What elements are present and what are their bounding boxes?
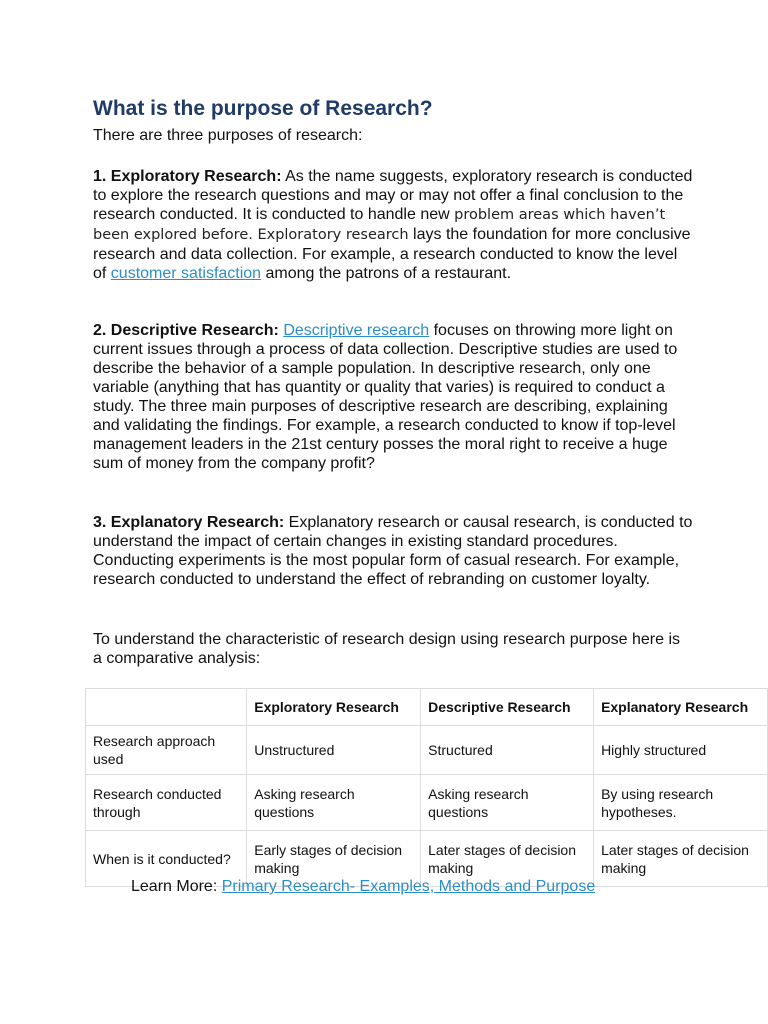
primary-research-link[interactable]: Primary Research- Examples, Methods and Purpose (221, 878, 596, 895)
comparison-table (85, 688, 768, 887)
explanatory-text: Explanatory research or causal research, is conducted to understand the impact of certain changes in existing standard procedures. Conducting experiments is the most popular form of casual research. For example, research conducted to understand the effect of rebranding on customer loyalty. (93, 514, 693, 588)
exploratory-text-1: As the name suggests, exploratory research is conducted to explore the research questions and may or may not offer a final conclusion to the research conducted. It is conducted to handle new (93, 168, 693, 223)
descriptive-heading: 2. Descriptive Research: (93, 322, 279, 339)
learn-more-label: Learn More: (131, 878, 222, 895)
exploratory-text-4: among the patrons of a restaurant. (261, 265, 512, 282)
header-cell-exploratory: Exploratory Research (247, 689, 421, 726)
customer-satisfaction-link[interactable]: customer satisfaction (110, 265, 262, 282)
intro-text: There are three purposes of research: (93, 127, 363, 144)
table-cell: Highly structured (594, 726, 768, 775)
exploratory-text-3: lays the foundation for more conclusive research and data collection. For example, a research conducted to know the level of (93, 226, 691, 282)
header-cell-empty (86, 689, 247, 726)
table-header-row (86, 689, 768, 726)
exploratory-text-2: problem areas which haven’t been explored before. Exploratory research (93, 207, 666, 243)
table-cell: Structured (421, 726, 594, 775)
table-cell: Unstructured (247, 726, 421, 775)
table-cell: Early stages of decision making (247, 831, 421, 887)
table-cell: Research conducted through (86, 775, 247, 831)
table-cell: Later stages of decision making (421, 831, 594, 887)
header-cell-explanatory: Explanatory Research (594, 689, 768, 726)
table-cell: Asking research questions (247, 775, 421, 831)
table-cell: By using research hypotheses. (594, 775, 768, 831)
header-cell-descriptive: Descriptive Research (421, 689, 594, 726)
table-cell: Research approach used (86, 726, 247, 775)
table-cell: Later stages of decision making (594, 831, 768, 887)
descriptive-text: focuses on throwing more light on current issues through a process of data collection. Descriptive studies are used to describe the behavior of a sample population. In descriptive research, only one variable (anything that has quantity or quality that varies) is required to conduct a study. The three main purposes of descriptive research are describing, explaining and validating the findings. For example, a research conducted to know if top-level management leaders in the 21st century posses the moral right to receive a huge sum of money from the company profit? (93, 322, 678, 472)
table-row (86, 726, 768, 775)
descriptive-research-link[interactable]: Descriptive research (283, 322, 430, 339)
explanatory-heading: 3. Explanatory Research: (93, 514, 285, 531)
table-row (86, 775, 768, 831)
page-title: What is the purpose of Research? (93, 97, 433, 120)
learn-more (131, 877, 595, 896)
table-cell: Asking research questions (421, 775, 594, 831)
table-cell: When is it conducted? (86, 831, 247, 887)
comparison-intro: To understand the characteristic of research design using research purpose here is a comparative analysis: (93, 631, 680, 667)
exploratory-heading: 1. Exploratory Research: (93, 168, 282, 185)
